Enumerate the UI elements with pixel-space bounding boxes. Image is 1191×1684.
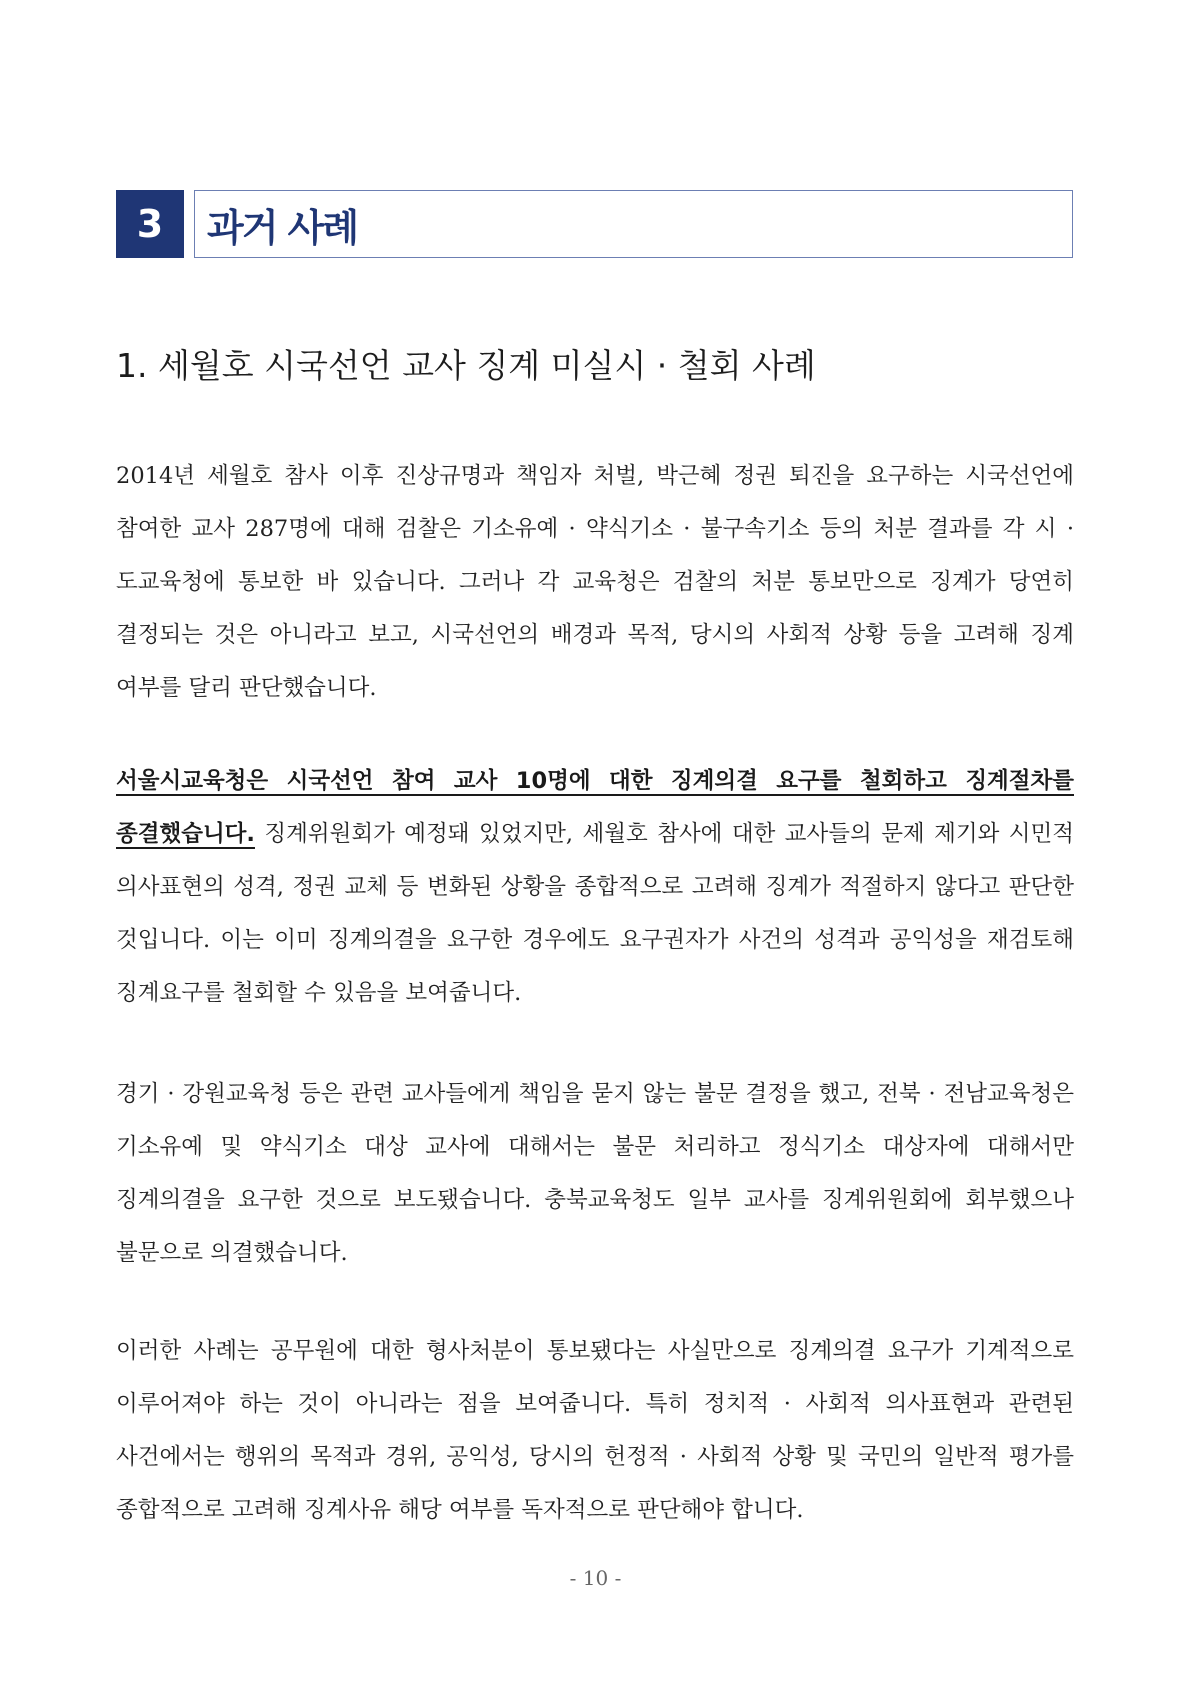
section-number-badge: 3	[116, 190, 184, 258]
paragraph-1: 2014년 세월호 참사 이후 진상규명과 책임자 처벌, 박근혜 정권 퇴진을 요구하는 시국선언에 참여한 교사 287명에 대해 검찰은 기소유예 · 약식기소 · 불구속기소 등의 처분 결과를 각 시 · 도교육청에 통보한 바 있습니다. 그러나 각 교육청은 검찰의 처분 통보만으로 징계가 당연히 결정되는 것은 아니라고 보고, 시국선언의 배경과 목적, 당시의 사회적 상황 등을 고려해 징계 여부를 달리 판단했습니다.	[116, 463, 1074, 701]
section-title: 과거 사례	[207, 205, 358, 250]
section-header	[116, 190, 1073, 258]
page-number: - 10 -	[569, 1566, 622, 1590]
section-title-box	[194, 190, 1073, 258]
subheading: 1. 세월호 시국선언 교사 징계 미실시 · 철회 사례	[116, 346, 816, 385]
paragraph-2-rest: 징계위원회가 예정돼 있었지만, 세월호 참사에 대한 교사들의 문제 제기와 시민적 의사표현의 성격, 정권 교체 등 변화된 상황을 종합적으로 고려해 징계가 적절하지 않다고 판단한 것입니다. 이는 이미 징계의결을 요구한 경우에도 요구권자가 사건의 성격과 공익성을 재검토해 징계요구를 철회할 수 있음을 보여줍니다.	[116, 821, 1074, 1006]
paragraph-3: 경기 · 강원교육청 등은 관련 교사들에게 책임을 묻지 않는 불문 결정을 했고, 전북 · 전남교육청은 기소유예 및 약식기소 대상 교사에 대해서는 불문 처리하고 정식기소 대상자에 대해서만 징계의결을 요구한 것으로 보도됐습니다. 충북교육청도 일부 교사를 징계위원회에 회부했으나 불문으로 의결했습니다.	[116, 1081, 1074, 1266]
emphasis-text: 서울시교육청은 시국선언 참여 교사 10명에 대한 징계의결 요구를 철회하고 징계절차를 종결했습니다.	[116, 768, 1074, 847]
paragraph-4: 이러한 사례는 공무원에 대한 형사처분이 통보됐다는 사실만으로 징계의결 요구가 기계적으로 이루어져야 하는 것이 아니라는 점을 보여줍니다. 특히 정치적 · 사회적 의사표현과 관련된 사건에서는 행위의 목적과 경위, 공익성, 당시의 헌정적 · 사회적 상황 및 국민의 일반적 평가를 종합적으로 고려해 징계사유 해당 여부를 독자적으로 판단해야 합니다.	[116, 1338, 1074, 1523]
paragraph-2	[116, 755, 1074, 1020]
